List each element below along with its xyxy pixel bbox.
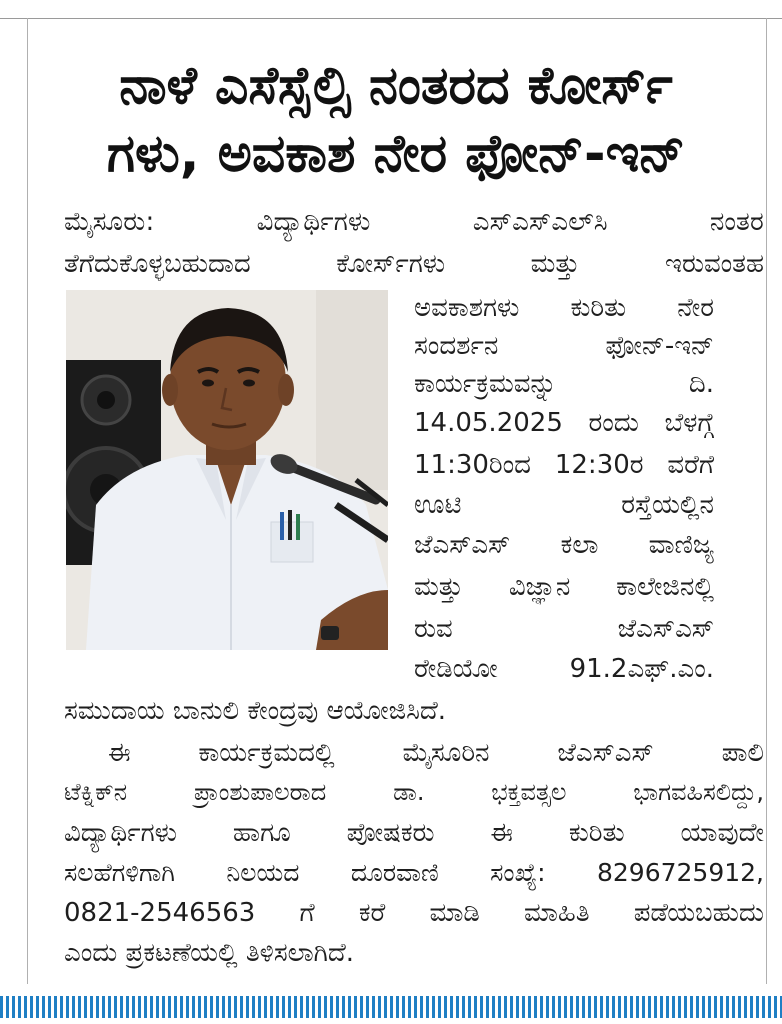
- paragraph-line: ಮತ್ತು ವಿಜ್ಞಾನ ಕಾಲೇಜಿನಲ್ಲಿ: [414, 572, 714, 602]
- article-headline: [40, 52, 752, 188]
- paragraph-line: 11:30ರಿಂದ 12:30ರ ವರೆಗೆ: [414, 450, 714, 480]
- paragraph-line: ಎಂದು ಪ್ರಕಟಣೆಯಲ್ಲಿ ತಿಳಿಸಲಾಗಿದೆ.: [64, 938, 354, 968]
- left-column-rule: [27, 18, 28, 984]
- paragraph-line: 14.05.2025 ರಂದು ಬೆಳಗ್ಗೆ: [414, 408, 714, 438]
- right-column-rule: [766, 18, 767, 984]
- paragraph-line: ಜೆಎಸ್‌ಎಸ್ ಕಲಾ ವಾಣಿಜ್ಯ: [414, 530, 714, 560]
- paragraph-line: ಕಾರ್ಯಕ್ರಮವನ್ನು ದಿ.: [414, 369, 714, 399]
- paragraph-line: ರುವ ಜೆಎಸ್‌ಎಸ್: [414, 614, 714, 644]
- top-rule: [0, 18, 782, 19]
- paragraph-line: ಸಂದರ್ಶನ ಫೋನ್-ಇನ್: [414, 331, 714, 361]
- bottom-decorative-stripe: [0, 996, 782, 1018]
- paragraph-line: ಈ ಕಾರ್ಯಕ್ರಮದಲ್ಲಿ ಮೈಸೂರಿನ ಜೆಎಸ್‌ಎಸ್ ಪಾಲಿ: [108, 738, 764, 768]
- paragraph-line: ಮೈಸೂರು: ವಿದ್ಯಾರ್ಥಿಗಳು ಎಸ್‌ಎಸ್‌ಎಲ್‌ಸಿ ನಂತರ: [64, 207, 764, 237]
- paragraph-line: ಅವಕಾಶಗಳು ಕುರಿತು ನೇರ: [414, 293, 714, 323]
- paragraph-line: 0821-2546563 ಗೆ ಕರೆ ಮಾಡಿ ಮಾಹಿತಿ ಪಡೆಯಬಹುದು: [64, 898, 764, 928]
- paragraph-line: ತೆಗೆದುಕೊಳ್ಳಬಹುದಾದ ಕೋರ್ಸ್‌ಗಳು ಮತ್ತು ಇರುವಂತಹ: [64, 249, 764, 279]
- paragraph-line: ಊಟಿ ರಸ್ತೆಯಲ್ಲಿನ: [414, 490, 714, 520]
- person-photo: [66, 290, 388, 650]
- headline-line-1: ನಾಳೆ ಎಸೆಸ್ಸೆಲ್ಸಿ ನಂತರದ ಕೋರ್ಸ್: [119, 56, 673, 116]
- paragraph-line: ಸಲಹೆಗಳಿಗಾಗಿ ನಿಲಯದ ದೂರವಾಣಿ ಸಂಖ್ಯೆ: 8296725912,: [64, 858, 764, 887]
- person-photo-image: [66, 290, 388, 650]
- headline-line-2: ಗಳು, ಅವಕಾಶ ನೇರ ಫೋನ್-ಇನ್: [106, 124, 686, 184]
- paragraph-line: ವಿದ್ಯಾರ್ಥಿಗಳು ಹಾಗೂ ಪೋಷಕರು ಈ ಕುರಿತು ಯಾವುದೇ: [64, 818, 764, 848]
- paragraph-line: ರೇಡಿಯೋ 91.2ಎಫ್.ಎಂ.: [414, 654, 714, 684]
- paragraph-line: ಟೆಕ್ನಿಕ್‌ನ ಪ್ರಾಂಶುಪಾಲರಾದ ಡಾ. ಭಕ್ತವತ್ಸಲ ಭಾಗವಹಿಸಲಿದ್ದು,: [64, 778, 764, 806]
- paragraph-line: ಸಮುದಾಯ ಬಾನುಲಿ ಕೇಂದ್ರವು ಆಯೋಜಿಸಿದೆ.: [64, 696, 447, 726]
